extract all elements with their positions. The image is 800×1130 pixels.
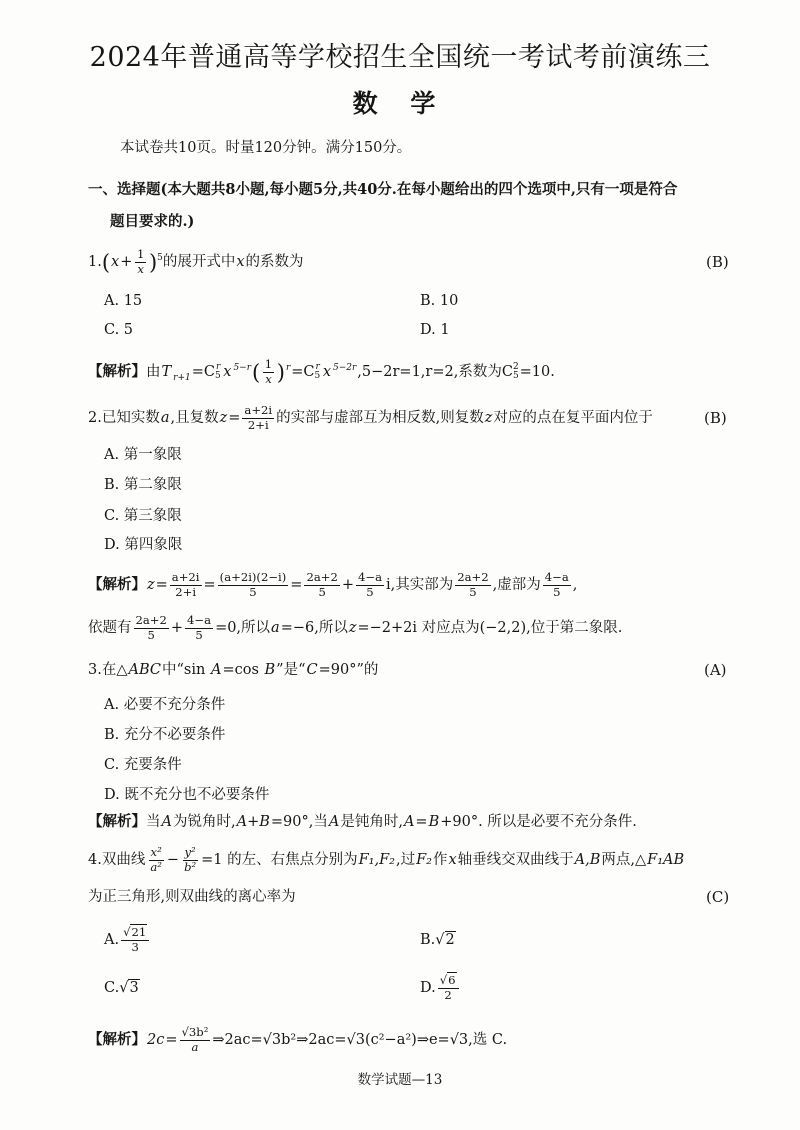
- question-number: 4.: [88, 852, 102, 868]
- text-segment: 轴垂线交双曲线于: [457, 852, 574, 868]
- variable: A: [210, 662, 222, 678]
- fraction: [185, 614, 213, 642]
- fraction: [170, 571, 202, 599]
- text-segment: 当: [146, 814, 161, 830]
- analysis-label: 【解析】: [88, 363, 146, 380]
- sqrt-symbol: √: [123, 925, 131, 940]
- text-segment: 中“sin: [162, 662, 210, 678]
- sqrt-symbol: √: [119, 980, 129, 996]
- fraction-denominator: 5: [195, 627, 203, 642]
- fraction: [262, 358, 275, 386]
- fraction: [242, 404, 274, 432]
- sqrt-symbol: √: [439, 973, 448, 988]
- text-segment: =90°”的: [318, 662, 379, 678]
- question-2-stem: [88, 398, 653, 438]
- fraction-denominator: 5: [147, 627, 155, 642]
- equals-sign: =: [228, 410, 241, 426]
- close-paren: ): [276, 359, 285, 385]
- fraction-denominator: 5: [469, 584, 477, 599]
- subscript: 5: [314, 371, 321, 381]
- fraction-numerator: x²: [150, 845, 162, 860]
- combination-symbol: C: [501, 364, 513, 380]
- combination-symbol: C: [303, 364, 315, 380]
- equals-sign: =: [191, 364, 204, 380]
- text-segment: =90°,当: [270, 814, 328, 830]
- variable: B: [264, 662, 276, 678]
- fraction: [455, 571, 490, 599]
- text-segment: 两点,△: [601, 852, 647, 868]
- analysis-label: 【解析】: [88, 576, 146, 593]
- superscript: r: [215, 361, 221, 372]
- fraction: [121, 926, 149, 954]
- text-segment: +90°. 所以是必要不充分条件.: [440, 814, 637, 830]
- equals-sign: =: [165, 1032, 178, 1048]
- option-c: C. 充要条件: [104, 757, 182, 773]
- fraction-denominator: 5: [318, 584, 326, 599]
- variable: A: [328, 814, 340, 830]
- superscript: r: [315, 361, 320, 372]
- equals-sign: =: [155, 577, 168, 593]
- fraction-numerator: 2a+2: [306, 570, 338, 585]
- question-2-analysis-line-2: [88, 608, 622, 648]
- fraction-denominator: a: [191, 1039, 199, 1054]
- question-number: 3.: [88, 662, 102, 678]
- fraction-denominator: 5: [249, 584, 257, 599]
- section-heading-continued: 题目要求的.): [110, 213, 195, 230]
- variable: z: [219, 410, 228, 426]
- radicand: 6: [448, 973, 456, 988]
- fraction-denominator: x: [265, 371, 272, 386]
- option-label: C.: [104, 980, 120, 996]
- question-1-answer: (B): [706, 253, 729, 271]
- variable: T: [161, 364, 172, 380]
- variable: B: [428, 814, 440, 830]
- fraction-numerator: 4−a: [544, 570, 569, 585]
- exam-info: 本试卷共10页。时量120分钟。满分150分。: [120, 140, 412, 156]
- fraction: [134, 248, 147, 276]
- text-segment: 作: [432, 852, 448, 868]
- fraction-numerator: y²: [184, 845, 196, 860]
- question-4-stem-continued: 为正三角形,则双曲线的离心率为: [88, 889, 296, 905]
- text-segment: 的展开式中: [162, 254, 236, 270]
- combination-indices: [513, 363, 519, 382]
- fraction-denominator: 2+i: [175, 584, 197, 599]
- superscript: 2: [512, 361, 519, 372]
- combination-indices: [315, 363, 321, 382]
- fraction-denominator: 2+i: [247, 417, 269, 432]
- fraction-numerator: a+2i: [171, 570, 200, 585]
- variable: x: [236, 254, 245, 270]
- variable: A: [161, 814, 172, 830]
- text-segment: 依题有: [88, 620, 132, 636]
- fraction-denominator: 3: [131, 939, 139, 954]
- variable: A+B: [236, 814, 270, 830]
- exponent: 5−r: [233, 363, 252, 374]
- combination-symbol: C: [203, 364, 215, 380]
- option-d: [420, 968, 461, 1008]
- fraction: [438, 974, 459, 1002]
- question-2-analysis-line-1: [88, 565, 577, 605]
- text-segment: 对应的点在复平面内位于: [493, 410, 653, 426]
- equals-sign: =: [290, 577, 303, 593]
- option-a: A. 15: [104, 293, 143, 309]
- fraction-numerator: √3b²: [181, 1025, 209, 1040]
- option-d: D. 既不充分也不必要条件: [104, 787, 270, 803]
- question-4-answer: (C): [706, 888, 730, 906]
- equals-sign: =: [291, 364, 304, 380]
- option-a: A. 必要不充分条件: [104, 697, 226, 713]
- option-d: D. 第四象限: [104, 537, 183, 553]
- text-segment: ”是“: [276, 662, 306, 678]
- variable: a: [271, 620, 280, 636]
- plus-sign: +: [170, 620, 184, 636]
- fraction: [304, 571, 339, 599]
- option-b: [420, 920, 456, 960]
- option-b: B. 充分不必要条件: [104, 727, 226, 743]
- variable: x: [322, 364, 332, 380]
- fraction-denominator: 5: [553, 584, 561, 599]
- plus-sign: +: [341, 577, 354, 593]
- fraction: [543, 571, 571, 599]
- question-1-analysis: [88, 352, 555, 392]
- option-b: B. 第二象限: [104, 477, 182, 493]
- fraction-numerator: 4−a: [357, 570, 382, 585]
- fraction-numerator: (a+2i)(2−i): [219, 570, 287, 585]
- imaginary-unit: i: [386, 577, 391, 593]
- variable: F₁AB: [647, 852, 685, 868]
- text-segment: ,: [572, 577, 578, 593]
- fraction-numerator: 2a+2: [457, 570, 489, 585]
- question-4-analysis: [88, 1020, 507, 1060]
- exam-title: 2024年普通高等学校招生全国统一考试考前演练三: [89, 42, 711, 73]
- option-c: C. 5: [104, 322, 134, 338]
- text-segment: 是钝角时,: [340, 814, 403, 830]
- question-3-stem: [88, 650, 378, 690]
- subscript: r+1: [173, 372, 191, 383]
- text-segment: ,其实部为: [390, 577, 454, 593]
- radicand: 2: [445, 932, 455, 948]
- fraction: [356, 571, 384, 599]
- question-1-stem: [88, 242, 304, 282]
- exponent: 5: [157, 253, 163, 264]
- fraction-numerator: a+2i: [244, 403, 273, 418]
- fraction-denominator: b²: [184, 859, 197, 874]
- variable: z: [147, 577, 155, 593]
- open-paren: (: [252, 359, 261, 385]
- analysis-label: 【解析】: [88, 813, 146, 830]
- text-segment: =0,所以: [215, 620, 271, 636]
- variable: F₂: [416, 852, 432, 868]
- text-segment: =−6,所以: [280, 620, 348, 636]
- radicand: 21: [131, 925, 147, 940]
- variable: ABC: [128, 662, 161, 678]
- question-number: 2.: [88, 410, 102, 426]
- text-segment: 为锐角时,: [172, 814, 236, 830]
- fraction: [180, 1026, 211, 1054]
- section-heading: 一、选择题(本大题共8小题,每小题5分,共40分.在每小题给出的四个选项中,只有一项是符合: [88, 181, 678, 198]
- question-2-answer: (B): [704, 409, 727, 427]
- fraction-numerator: [121, 926, 149, 940]
- fraction-denominator: 2: [444, 987, 452, 1002]
- text-segment: 在△: [101, 662, 128, 678]
- plus-sign: +: [120, 254, 133, 270]
- open-paren: (: [101, 249, 111, 275]
- option-c: C. 第三象限: [104, 508, 182, 524]
- radicand: 3: [129, 980, 139, 996]
- variable: x: [223, 364, 232, 380]
- text-segment: 已知实数: [101, 410, 160, 426]
- question-3-answer: (A): [704, 661, 727, 679]
- fraction-denominator: 5: [366, 584, 374, 599]
- minus-sign: −: [166, 852, 180, 868]
- fraction-numerator: 2a+2: [135, 613, 167, 628]
- text-segment: =cos: [222, 662, 264, 678]
- fraction: [218, 571, 289, 599]
- fraction-numerator: 4−a: [187, 613, 212, 628]
- fraction-numerator: 1: [136, 247, 145, 262]
- text-segment: =10.: [519, 364, 555, 380]
- fraction-denominator: a²: [150, 859, 162, 874]
- subject-heading: 数 学: [352, 89, 448, 118]
- fraction: [147, 846, 165, 874]
- subscript: 5: [512, 371, 519, 381]
- close-paren: ): [148, 249, 158, 275]
- variable: x: [448, 852, 457, 868]
- text-segment: =1 的左、右焦点分别为: [201, 852, 358, 868]
- fraction: [181, 846, 199, 874]
- question-4-stem: [88, 840, 685, 880]
- exponent: r: [285, 363, 291, 374]
- variable: x: [111, 254, 120, 270]
- variable: F₁,F₂: [358, 852, 395, 868]
- text-segment: ⇒2ac=√3b²⇒2ac=√3(c²−a²)⇒e=√3,选 C.: [212, 1032, 508, 1048]
- text-segment: 由: [146, 364, 161, 380]
- option-b: B. 10: [420, 293, 459, 309]
- subscript: 5: [214, 371, 221, 381]
- text-segment: ,5−2r=1,r=2,系数为: [357, 364, 502, 380]
- variable: A: [403, 814, 415, 830]
- equals-sign: =: [415, 814, 428, 830]
- option-label: A.: [104, 932, 120, 948]
- analysis-label: 【解析】: [88, 1031, 146, 1048]
- variable: z: [348, 620, 357, 636]
- option-c: [104, 968, 140, 1008]
- text-segment: ,且复数: [170, 410, 219, 426]
- fraction: [134, 614, 169, 642]
- text-segment: 的系数为: [245, 254, 304, 270]
- variable: A,B: [574, 852, 601, 868]
- question-3-analysis: [88, 802, 637, 842]
- option-label: B.: [420, 932, 436, 948]
- option-a: A. 第一象限: [104, 447, 182, 463]
- text-segment: 的实部与虚部互为相反数,则复数: [276, 410, 484, 426]
- variable: z: [484, 410, 493, 426]
- fraction-numerator: 1: [264, 357, 273, 372]
- text-segment: ,过: [395, 852, 416, 868]
- combination-indices: [215, 363, 221, 382]
- option-a: [104, 920, 151, 960]
- variable: a: [160, 410, 170, 426]
- fraction-denominator: x: [137, 261, 144, 276]
- text-segment: 双曲线: [101, 852, 146, 868]
- text-segment: =−2+2i 对应点为(−2,2),位于第二象限.: [357, 620, 623, 636]
- fraction-numerator: [438, 974, 459, 988]
- option-label: D.: [420, 980, 436, 996]
- question-number: 1.: [88, 254, 102, 270]
- option-d: D. 1: [420, 322, 450, 338]
- page-footer: 数学试题—13: [357, 1072, 443, 1088]
- text-segment: ,虚部为: [492, 577, 541, 593]
- exponent: 5−2r: [333, 363, 357, 374]
- variable: C: [306, 662, 318, 678]
- equals-sign: =: [203, 577, 216, 593]
- sqrt-symbol: √: [435, 932, 445, 948]
- variable: 2c: [147, 1032, 165, 1048]
